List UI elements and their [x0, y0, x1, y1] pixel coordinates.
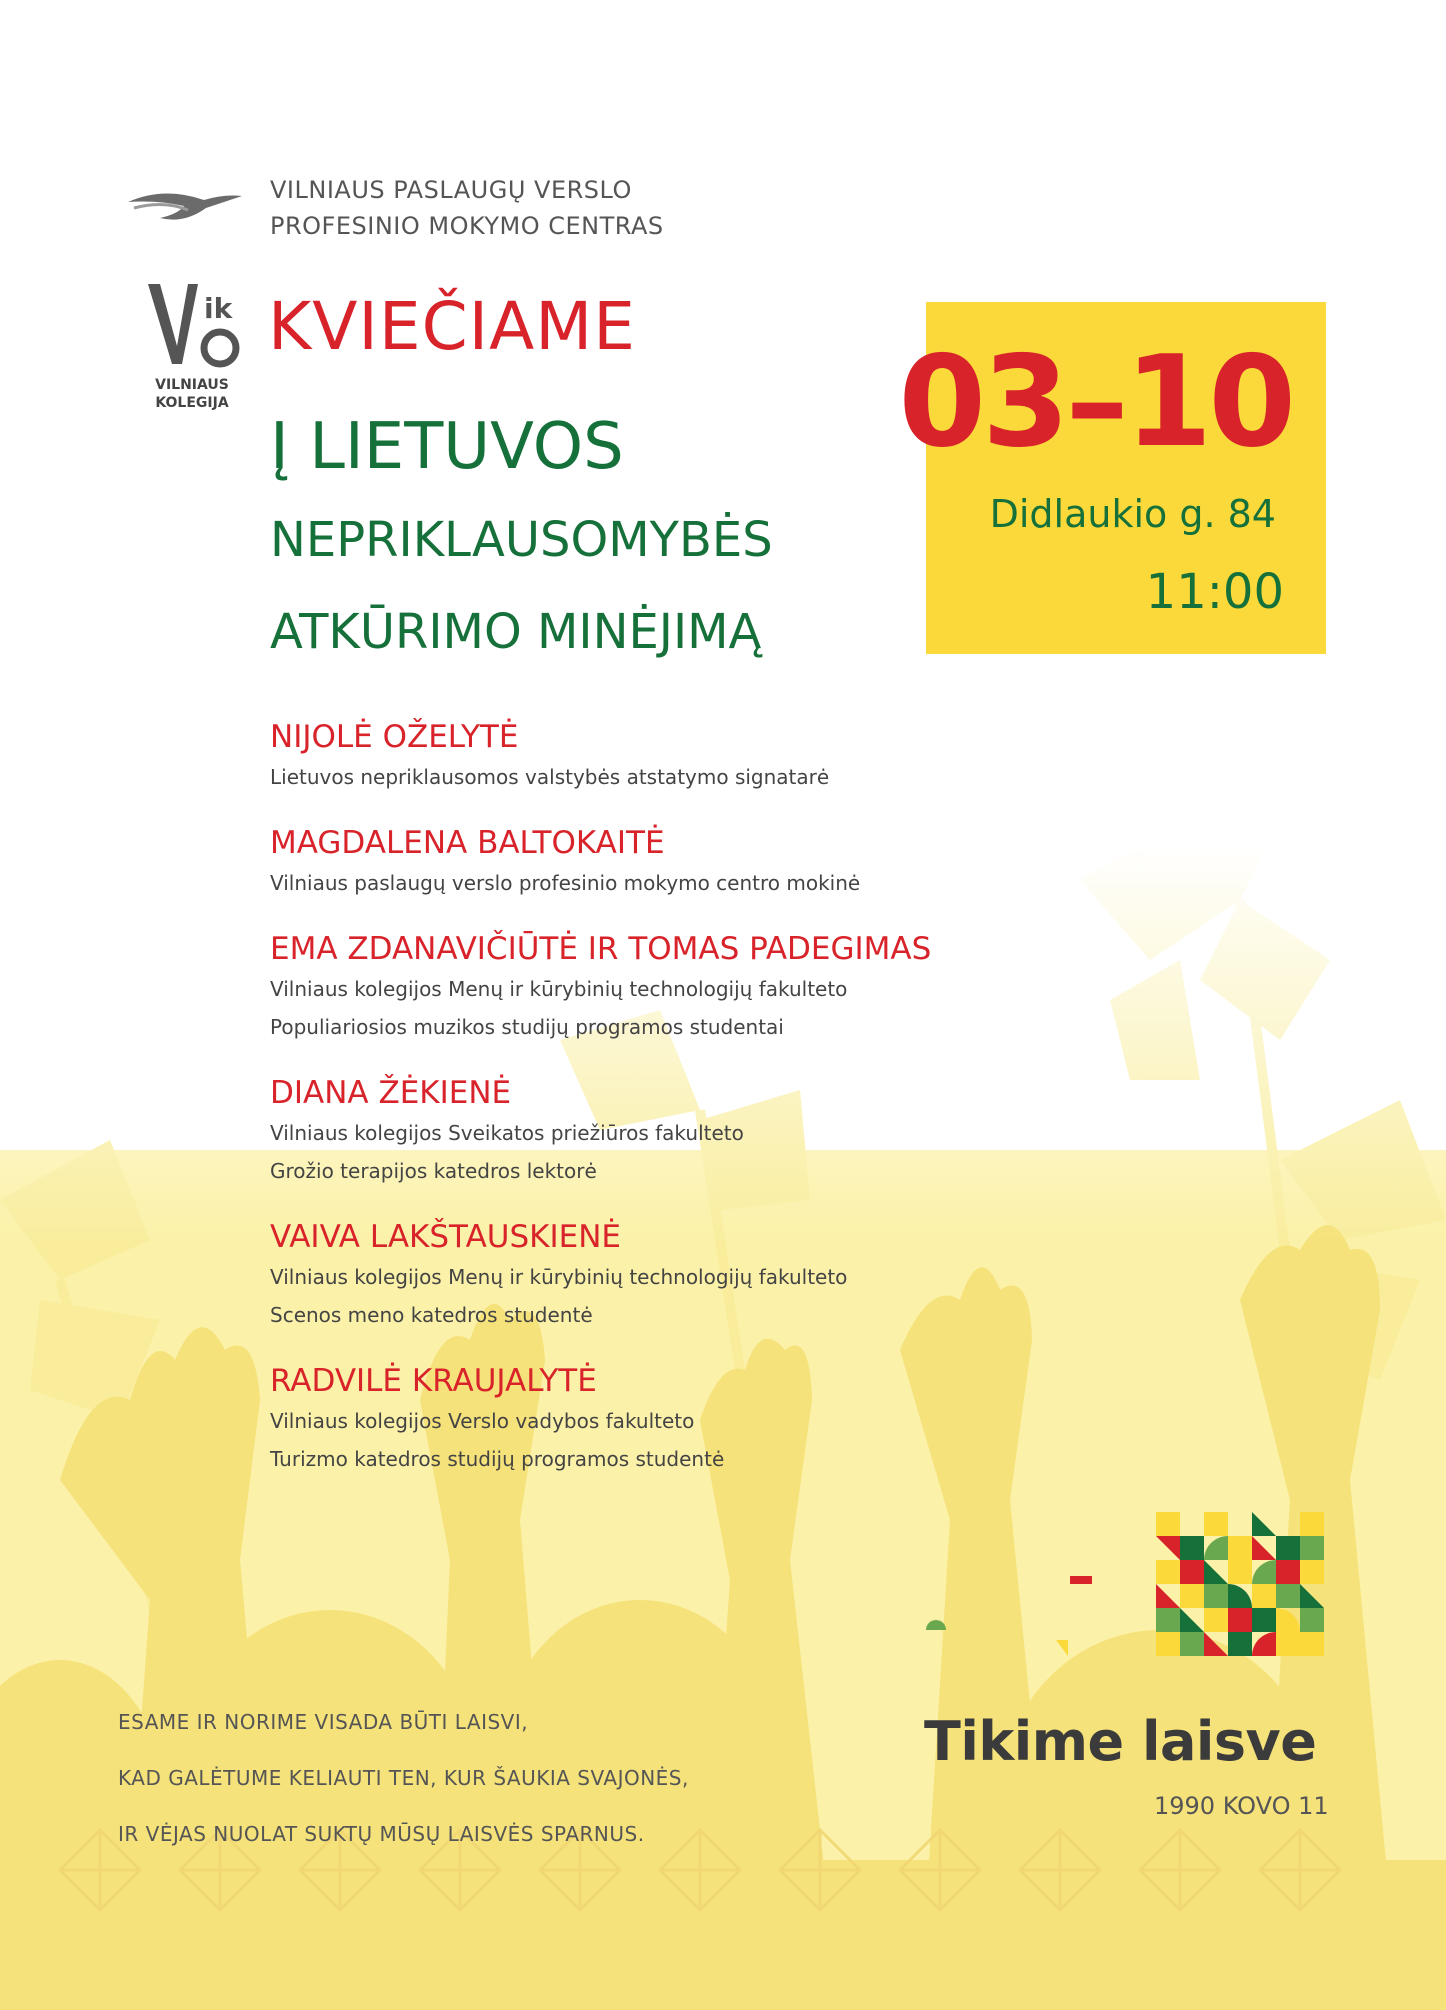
speaker-item	[270, 1216, 1050, 1334]
viko-logo-icon	[142, 276, 242, 372]
speaker-name: DIANA ŽĖKIENĖ	[270, 1075, 512, 1111]
campaign-date: 1990 KOVO 11	[1154, 1792, 1329, 1820]
campaign-slogan: Tikime laisve	[924, 1710, 1317, 1773]
speaker-item	[270, 716, 1050, 796]
event-place: Didlaukio g. 84	[989, 492, 1276, 536]
speaker-role: Vilniaus kolegijos Menų ir kūrybinių technologijų fakulteto	[270, 977, 848, 1001]
quote-line: IR VĖJAS NUOLAT SUKTŲ MŪSŲ LAISVĖS SPARNUS.	[118, 1822, 645, 1846]
speaker-item	[270, 1072, 1050, 1190]
event-time: 11:00	[1145, 564, 1284, 620]
invite-heading: KVIEČIAME	[268, 288, 636, 365]
quote-line: KAD GALĖTUME KELIAUTI TEN, KUR ŠAUKIA SVAJONĖS,	[118, 1766, 689, 1790]
title-line1: Į LIETUVOS	[270, 410, 624, 484]
speaker-role: Vilniaus kolegijos Menų ir kūrybinių technologijų fakulteto	[270, 1265, 848, 1289]
speaker-item	[270, 928, 1050, 1046]
speaker-name: RADVILĖ KRAUJALYTĖ	[270, 1363, 597, 1399]
speaker-role: Vilniaus paslaugų verslo profesinio mokymo centro mokinė	[270, 871, 861, 895]
freedom-quote	[118, 1694, 689, 1862]
org-name	[270, 172, 664, 244]
speaker-name: EMA ZDANAVIČIŪTĖ IR TOMAS PADEGIMAS	[270, 931, 932, 967]
speaker-role: Grožio terapijos katedros lektorė	[270, 1159, 597, 1183]
event-info-box	[898, 302, 1326, 654]
speaker-item	[270, 1360, 1050, 1478]
event-date: 03–10	[898, 328, 1292, 475]
bird-wing-icon	[124, 176, 244, 226]
org-name-line1: VILNIAUS PASLAUGŲ VERSLO	[270, 176, 632, 204]
quote-line: ESAME IR NORIME VISADA BŪTI LAISVI,	[118, 1710, 529, 1734]
viko-name-line1: VILNIAUS	[155, 377, 229, 393]
speaker-role: Populiariosios muzikos studijų programos studentai	[270, 1015, 784, 1039]
org-name-line2: PROFESINIO MOKYMO CENTRAS	[270, 212, 664, 240]
speaker-name: MAGDALENA BALTOKAITĖ	[270, 825, 665, 861]
speaker-item	[270, 822, 1050, 902]
speaker-role: Scenos meno katedros studentė	[270, 1303, 593, 1327]
speaker-role: Vilniaus kolegijos Sveikatos priežiūros fakulteto	[270, 1121, 744, 1145]
speaker-role: Lietuvos nepriklausomos valstybės atstatymo signatarė	[270, 765, 830, 789]
title-line3: ATKŪRIMO MINĖJIMĄ	[270, 604, 762, 660]
speaker-role: Vilniaus kolegijos Verslo vadybos fakulteto	[270, 1409, 695, 1433]
title-line2: NEPRIKLAUSOMYBĖS	[270, 512, 773, 568]
mosaic-pattern-icon	[920, 1512, 1330, 1692]
viko-name-line2: KOLEGIJA	[155, 395, 229, 411]
speaker-name: NIJOLĖ OŽELYTĖ	[270, 719, 519, 755]
speaker-role: Turizmo katedros studijų programos studentė	[270, 1447, 725, 1471]
speaker-name: VAIVA LAKŠTAUSKIENĖ	[270, 1219, 621, 1255]
viko-name	[140, 376, 244, 412]
speaker-list	[270, 716, 1050, 1504]
svg-text:ik: ik	[204, 292, 233, 325]
